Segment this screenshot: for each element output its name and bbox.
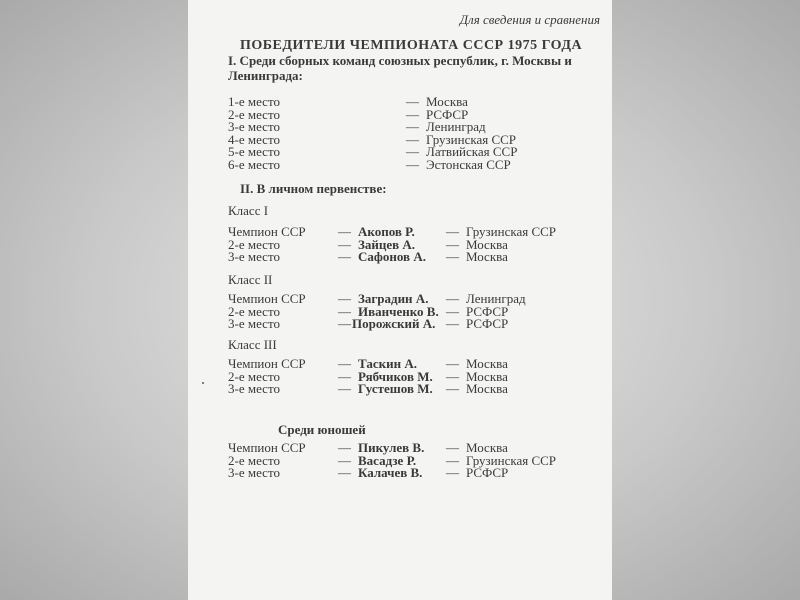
dash: — bbox=[446, 356, 459, 371]
team-name: Грузинская ССР bbox=[466, 224, 557, 239]
place-label: 2-е место bbox=[228, 304, 280, 319]
team-name: Москва bbox=[466, 237, 508, 252]
athlete-name: Калачев В. bbox=[358, 465, 423, 480]
team-name: Москва bbox=[466, 381, 508, 396]
team-name: Ленинград bbox=[466, 291, 526, 306]
dash: — bbox=[446, 224, 459, 239]
class-label: Класс III bbox=[228, 337, 277, 352]
dash: — bbox=[338, 224, 351, 239]
team-name: Москва bbox=[426, 94, 468, 109]
athlete-name: Иванченко В. bbox=[358, 304, 439, 319]
place-label: Чемпион ССР bbox=[228, 224, 306, 239]
athlete-name: Таскин А. bbox=[358, 356, 417, 371]
athlete-name: Густешов М. bbox=[358, 381, 433, 396]
place-label: 2-е место bbox=[228, 369, 280, 384]
team-name: Москва bbox=[466, 369, 508, 384]
athlete-name: Рябчиков М. bbox=[358, 369, 433, 384]
team-name: Эстонская ССР bbox=[426, 157, 511, 172]
team-name: РСФСР bbox=[466, 465, 509, 480]
dash: — bbox=[446, 237, 459, 252]
place-label: 4-е место bbox=[228, 132, 280, 147]
result-row bbox=[228, 251, 600, 264]
dash: — bbox=[446, 249, 459, 264]
athlete-name: Васадзе Р. bbox=[358, 453, 417, 468]
section-ii-heading: II. В личном первенстве: bbox=[240, 181, 387, 196]
dash: — bbox=[406, 132, 419, 147]
athlete-name: Порожский А. bbox=[352, 316, 436, 331]
dash: — bbox=[406, 94, 419, 109]
result-row bbox=[228, 383, 600, 396]
team-name: Грузинская ССР bbox=[466, 453, 557, 468]
place-label: 2-е место bbox=[228, 453, 280, 468]
dash: — bbox=[338, 465, 351, 480]
place-label: Чемпион ССР bbox=[228, 356, 306, 371]
dash: — bbox=[338, 440, 351, 455]
place-label: 2-е место bbox=[228, 237, 280, 252]
dash: — bbox=[406, 107, 419, 122]
dash: — bbox=[406, 119, 419, 134]
athlete-name: Пикулев В. bbox=[358, 440, 425, 455]
team-name: РСФСР bbox=[426, 107, 469, 122]
dash: — bbox=[446, 304, 459, 319]
print-speck bbox=[202, 382, 204, 384]
place-label: 5-е место bbox=[228, 144, 280, 159]
athlete-name: Зайцев А. bbox=[358, 237, 416, 252]
team-name: Москва bbox=[466, 249, 508, 264]
athlete-name: Сафонов А. bbox=[358, 249, 426, 264]
dash: — bbox=[446, 316, 459, 331]
dash: — bbox=[406, 144, 419, 159]
team-row bbox=[228, 159, 600, 172]
dash: — bbox=[338, 356, 351, 371]
place-label: 6-е место bbox=[228, 157, 280, 172]
dash: — bbox=[406, 157, 419, 172]
dash: — bbox=[338, 249, 351, 264]
dash: — bbox=[446, 440, 459, 455]
team-name: Латвийская ССР bbox=[426, 144, 518, 159]
team-name: Ленинград bbox=[426, 119, 486, 134]
dash: — bbox=[446, 465, 459, 480]
team-name: РСФСР bbox=[466, 316, 509, 331]
place-label: 1-е место bbox=[228, 94, 280, 109]
result-row bbox=[228, 318, 600, 331]
athlete-name: Акопов Р. bbox=[358, 224, 415, 239]
place-label: Чемпион ССР bbox=[228, 291, 306, 306]
place-label: 3-е место bbox=[228, 249, 280, 264]
dash: — bbox=[338, 453, 351, 468]
dash: — bbox=[338, 316, 351, 331]
place-label: Чемпион ССР bbox=[228, 440, 306, 455]
dash: — bbox=[446, 381, 459, 396]
page-title: ПОБЕДИТЕЛИ ЧЕМПИОНАТА СССР 1975 ГОДА bbox=[240, 38, 583, 53]
place-label: 3-е место bbox=[228, 316, 280, 331]
place-label: 3-е место bbox=[228, 119, 280, 134]
book-page bbox=[188, 0, 612, 600]
dash: — bbox=[338, 381, 351, 396]
juniors-heading: Среди юношей bbox=[278, 422, 366, 437]
team-name: Москва bbox=[466, 356, 508, 371]
class-label: Класс I bbox=[228, 203, 269, 218]
result-row bbox=[228, 467, 600, 480]
dash: — bbox=[338, 237, 351, 252]
place-label: 3-е место bbox=[228, 465, 280, 480]
dash: — bbox=[446, 291, 459, 306]
class-label: Класс II bbox=[228, 272, 273, 287]
place-label: 2-е место bbox=[228, 107, 280, 122]
dash: — bbox=[338, 369, 351, 384]
team-name: РСФСР bbox=[466, 304, 509, 319]
athlete-name: Заградин А. bbox=[358, 291, 429, 306]
team-name: Москва bbox=[466, 440, 508, 455]
place-label: 3-е место bbox=[228, 381, 280, 396]
dash: — bbox=[446, 369, 459, 384]
dash: — bbox=[338, 291, 351, 306]
dash: — bbox=[446, 453, 459, 468]
dash: — bbox=[338, 304, 351, 319]
header-note: Для сведения и сравнения bbox=[459, 12, 600, 27]
team-name: Грузинская ССР bbox=[426, 132, 517, 147]
section-i-heading: I. Среди сборных команд союзных республик, г. Москвы и Ленинграда: bbox=[228, 53, 572, 83]
